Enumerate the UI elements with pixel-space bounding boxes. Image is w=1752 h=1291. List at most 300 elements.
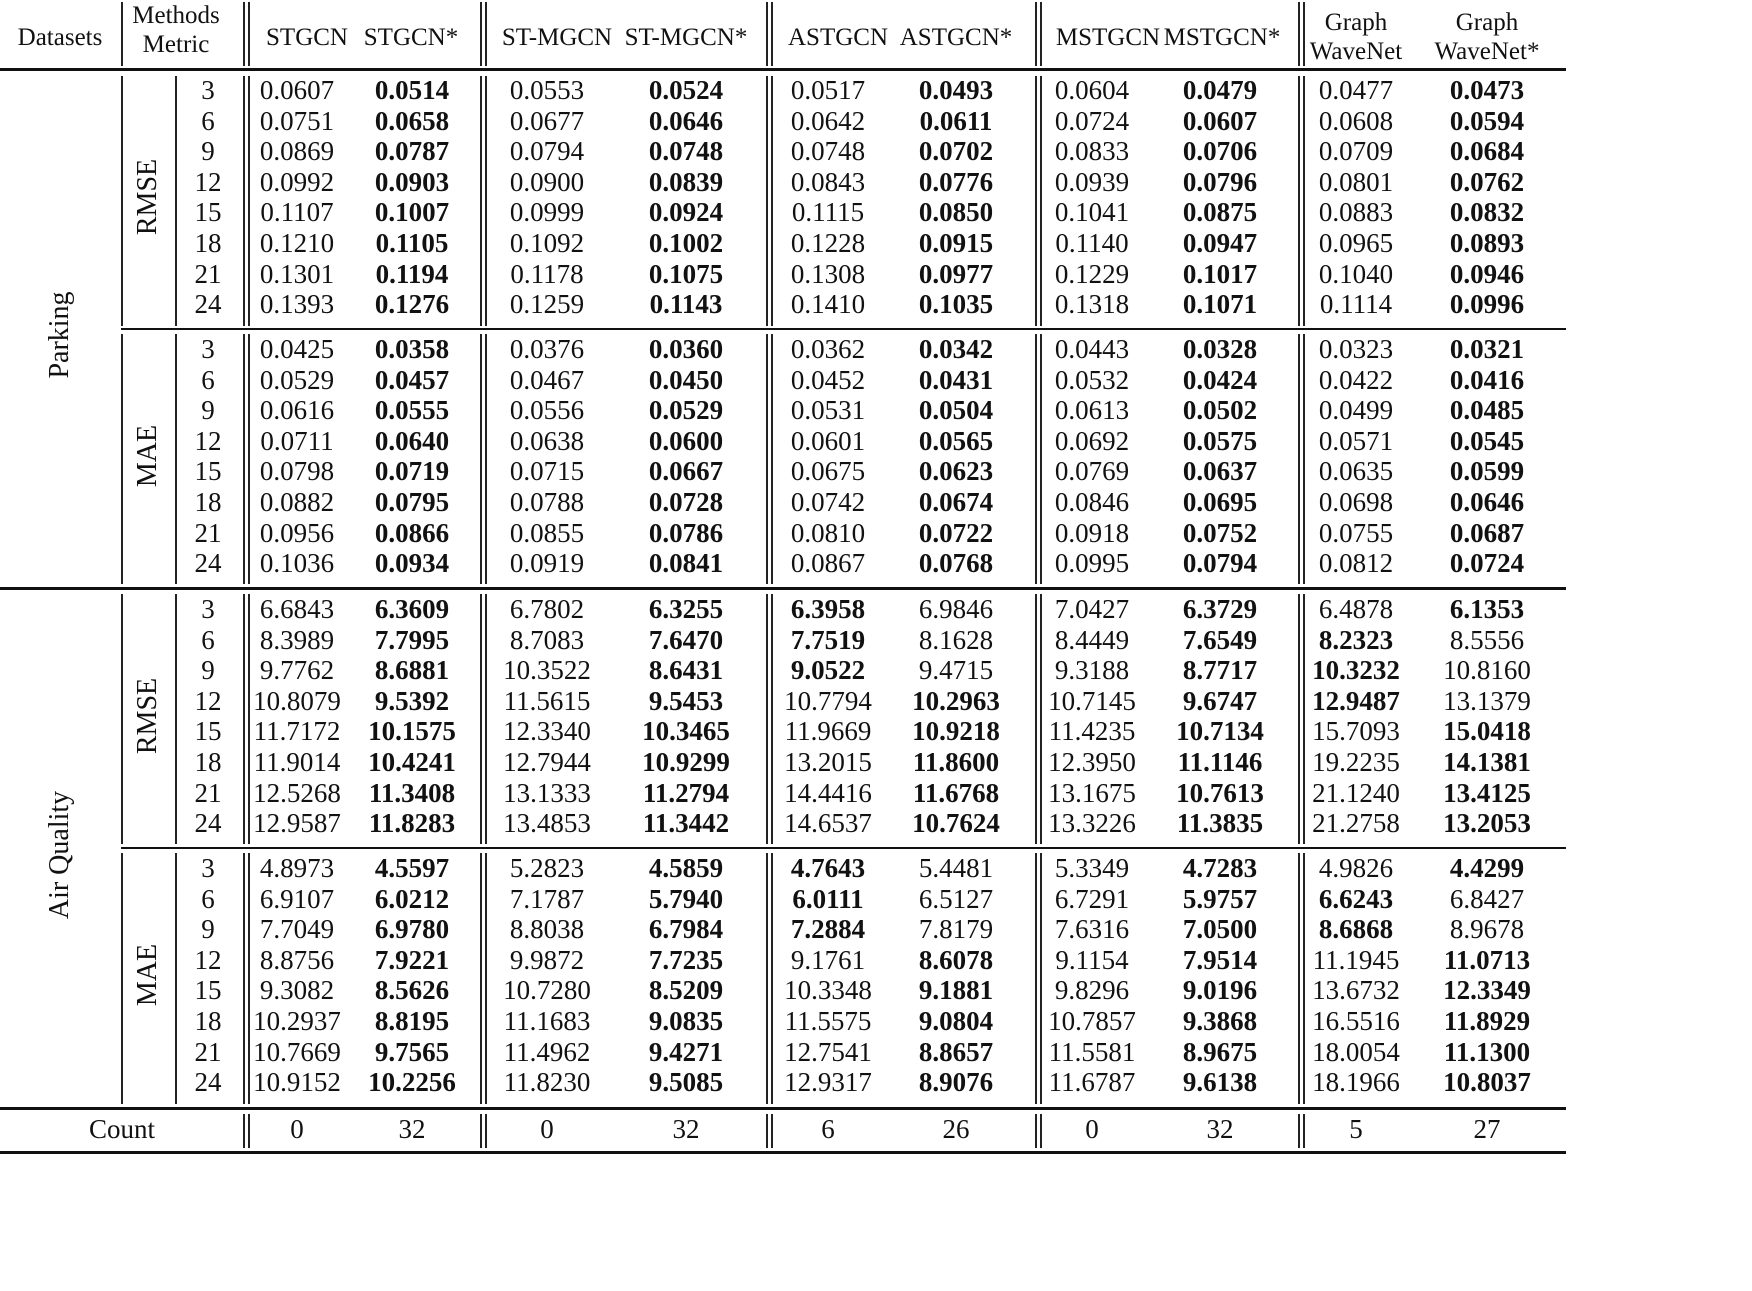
value-cell: 0.0642 xyxy=(790,105,866,136)
header-double-line xyxy=(480,2,482,66)
value-cell: 6.9846 xyxy=(918,594,994,624)
value-cell: 9.0804 xyxy=(918,1006,994,1036)
horizon-cell: 21 xyxy=(194,777,222,808)
group-double-line xyxy=(1298,334,1300,584)
value-cell: 0.0532 xyxy=(1054,364,1130,395)
value-cell: 11.9014 xyxy=(253,747,341,777)
value-cell: 0.1036 xyxy=(259,548,335,579)
value-cell: 0.0883 xyxy=(1318,197,1394,228)
header-double-line xyxy=(1040,2,1042,66)
value-cell: 6.5127 xyxy=(918,883,994,914)
value-cell: 7.9221 xyxy=(374,944,450,975)
value-cell: 0.0788 xyxy=(509,487,585,517)
value-cell: 0.0833 xyxy=(1054,136,1130,167)
value-cell: 0.0893 xyxy=(1449,228,1525,258)
horizon-cell: 3 xyxy=(201,853,215,883)
value-cell: 11.3835 xyxy=(1176,808,1264,839)
horizon-cell: 15 xyxy=(194,975,222,1006)
value-cell: 10.7134 xyxy=(1176,716,1264,747)
value-cell: 0.0601 xyxy=(790,425,866,456)
value-cell: 0.0869 xyxy=(259,136,335,167)
value-cell: 13.2015 xyxy=(784,747,872,777)
header-star: ASTGCN* xyxy=(899,24,1013,51)
horizon-cell: 3 xyxy=(201,75,215,105)
value-cell: 10.2937 xyxy=(253,1006,341,1036)
value-cell: 6.4878 xyxy=(1318,594,1394,624)
value-cell: 7.6470 xyxy=(648,624,724,655)
value-cell: 4.4299 xyxy=(1449,853,1525,883)
value-cell: 9.9872 xyxy=(509,944,585,975)
value-cell: 0.0684 xyxy=(1449,136,1525,167)
count-cell: 26 xyxy=(942,1114,970,1144)
horizon-cell: 12 xyxy=(194,944,222,975)
value-cell: 0.0798 xyxy=(259,456,335,487)
value-cell: 12.3349 xyxy=(1443,975,1531,1006)
count-cell: 6 xyxy=(821,1114,835,1144)
header-base-line2: WaveNet xyxy=(1309,38,1403,65)
value-cell: 0.0939 xyxy=(1054,166,1130,197)
value-cell: 0.1035 xyxy=(918,289,994,320)
value-cell: 9.6138 xyxy=(1182,1067,1258,1098)
value-cell: 0.0658 xyxy=(374,105,450,136)
value-cell: 13.6732 xyxy=(1312,975,1400,1006)
value-cell: 0.0762 xyxy=(1449,166,1525,197)
value-cell: 10.3348 xyxy=(784,975,872,1006)
value-cell: 21.1240 xyxy=(1312,777,1400,808)
value-cell: 0.0504 xyxy=(918,395,994,426)
value-cell: 0.0556 xyxy=(509,395,585,426)
value-cell: 0.0571 xyxy=(1318,425,1394,456)
value-cell: 0.0422 xyxy=(1318,364,1394,395)
value-cell: 0.1194 xyxy=(375,258,449,289)
value-cell: 6.7802 xyxy=(509,594,585,624)
value-cell: 0.1301 xyxy=(259,258,335,289)
value-cell: 0.0715 xyxy=(509,456,585,487)
value-cell: 11.5575 xyxy=(784,1006,872,1036)
group-double-line xyxy=(485,853,487,1104)
value-cell: 0.0604 xyxy=(1054,75,1130,105)
horizon-cell: 6 xyxy=(201,624,215,655)
value-cell: 0.1114 xyxy=(1319,289,1393,320)
value-cell: 0.0502 xyxy=(1182,395,1258,426)
value-cell: 5.3349 xyxy=(1054,853,1130,883)
group-double-line xyxy=(248,334,250,584)
group-double-line xyxy=(766,853,768,1104)
value-cell: 0.0450 xyxy=(648,364,724,395)
group-double-line xyxy=(771,594,773,844)
metric-label-mae: MAE xyxy=(132,424,163,488)
value-cell: 0.0457 xyxy=(374,364,450,395)
value-cell: 10.7624 xyxy=(912,808,1000,839)
value-cell: 0.0801 xyxy=(1318,166,1394,197)
horizon-divider xyxy=(175,76,177,326)
value-cell: 10.7280 xyxy=(503,975,591,1006)
count-double-line xyxy=(243,1114,245,1148)
value-cell: 6.3255 xyxy=(648,594,724,624)
value-cell: 6.6843 xyxy=(259,594,335,624)
horizon-cell: 9 xyxy=(201,655,215,686)
value-cell: 7.9514 xyxy=(1182,944,1258,975)
value-cell: 0.0452 xyxy=(790,364,866,395)
value-cell: 6.9107 xyxy=(259,883,335,914)
value-cell: 5.9757 xyxy=(1182,883,1258,914)
value-cell: 0.0416 xyxy=(1449,364,1525,395)
value-cell: 0.0769 xyxy=(1054,456,1130,487)
value-cell: 12.9587 xyxy=(253,808,341,839)
value-cell: 0.0996 xyxy=(1449,289,1525,320)
value-cell: 0.0724 xyxy=(1054,105,1130,136)
value-cell: 10.8160 xyxy=(1443,655,1531,686)
value-cell: 8.6881 xyxy=(374,655,450,686)
value-cell: 7.6549 xyxy=(1182,624,1258,655)
header-double-line xyxy=(766,2,768,66)
value-cell: 8.6078 xyxy=(918,944,994,975)
horizon-cell: 21 xyxy=(194,258,222,289)
value-cell: 0.0443 xyxy=(1054,334,1130,364)
value-cell: 0.0545 xyxy=(1449,425,1525,456)
group-double-line xyxy=(485,334,487,584)
value-cell: 4.7283 xyxy=(1182,853,1258,883)
value-cell: 0.0843 xyxy=(790,166,866,197)
value-cell: 0.0323 xyxy=(1318,334,1394,364)
value-cell: 0.0719 xyxy=(374,456,450,487)
group-double-line xyxy=(1035,334,1037,584)
group-double-line xyxy=(766,594,768,844)
horizon-cell: 6 xyxy=(201,105,215,136)
value-cell: 9.6747 xyxy=(1182,685,1258,716)
horizon-cell: 15 xyxy=(194,716,222,747)
horizon-cell: 21 xyxy=(194,517,222,548)
value-cell: 0.0850 xyxy=(918,197,994,228)
dataset-label-airquality: Air Quality xyxy=(44,790,75,920)
value-cell: 0.0493 xyxy=(918,75,994,105)
group-double-line xyxy=(1035,853,1037,1104)
horizon-cell: 12 xyxy=(194,425,222,456)
value-cell: 10.3465 xyxy=(642,716,730,747)
count-double-line xyxy=(1035,1114,1037,1148)
group-double-line xyxy=(1303,334,1305,584)
value-cell: 0.0956 xyxy=(259,517,335,548)
value-cell: 8.5209 xyxy=(648,975,724,1006)
header-double-line xyxy=(248,2,250,66)
value-cell: 0.0687 xyxy=(1449,517,1525,548)
value-cell: 0.0514 xyxy=(374,75,450,105)
value-cell: 0.0692 xyxy=(1054,425,1130,456)
value-cell: 0.0499 xyxy=(1318,395,1394,426)
value-cell: 8.2323 xyxy=(1318,624,1394,655)
value-cell: 0.0841 xyxy=(648,548,724,579)
horizon-cell: 21 xyxy=(194,1036,222,1067)
value-cell: 9.1881 xyxy=(918,975,994,1006)
group-double-line xyxy=(243,594,245,844)
value-cell: 0.0616 xyxy=(259,395,335,426)
section-rule xyxy=(0,587,1566,590)
value-cell: 0.0637 xyxy=(1182,456,1258,487)
value-cell: 8.9076 xyxy=(918,1067,994,1098)
value-cell: 9.4715 xyxy=(918,655,994,686)
value-cell: 10.1575 xyxy=(368,716,456,747)
value-cell: 0.0611 xyxy=(919,105,993,136)
value-cell: 11.8600 xyxy=(912,747,1000,777)
value-cell: 0.0555 xyxy=(374,395,450,426)
value-cell: 0.0467 xyxy=(509,364,585,395)
value-cell: 10.3232 xyxy=(1312,655,1400,686)
header-double-line xyxy=(1035,2,1037,66)
value-cell: 7.8179 xyxy=(918,914,994,945)
header-divider xyxy=(121,2,123,66)
value-cell: 10.9299 xyxy=(642,747,730,777)
value-cell: 0.1259 xyxy=(509,289,585,320)
value-cell: 12.9317 xyxy=(784,1067,872,1098)
value-cell: 7.7049 xyxy=(259,914,335,945)
value-cell: 0.0706 xyxy=(1182,136,1258,167)
header-star-line1: Graph xyxy=(1455,9,1519,36)
count-cell: 32 xyxy=(398,1114,426,1144)
header-methods: Methods xyxy=(132,2,220,29)
horizon-divider xyxy=(175,334,177,584)
value-cell: 13.2053 xyxy=(1443,808,1531,839)
group-double-line xyxy=(1303,853,1305,1104)
horizon-cell: 6 xyxy=(201,364,215,395)
group-double-line xyxy=(243,334,245,584)
count-double-line xyxy=(485,1114,487,1148)
metric-label-rmse: RMSE xyxy=(132,158,163,236)
horizon-cell: 12 xyxy=(194,685,222,716)
header-metric: Metric xyxy=(142,31,210,58)
value-cell: 8.6868 xyxy=(1318,914,1394,945)
value-cell: 0.0855 xyxy=(509,517,585,548)
header-double-line xyxy=(485,2,487,66)
value-cell: 0.0376 xyxy=(509,334,585,364)
value-cell: 7.7519 xyxy=(790,624,866,655)
group-double-line xyxy=(243,76,245,326)
value-cell: 0.0431 xyxy=(918,364,994,395)
value-cell: 0.0992 xyxy=(259,166,335,197)
value-cell: 8.6431 xyxy=(648,655,724,686)
value-cell: 0.0795 xyxy=(374,487,450,517)
group-double-line xyxy=(480,334,482,584)
value-cell: 0.0875 xyxy=(1182,197,1258,228)
value-cell: 9.1154 xyxy=(1055,944,1129,975)
horizon-cell: 6 xyxy=(201,883,215,914)
value-cell: 0.1105 xyxy=(375,228,449,258)
group-double-line xyxy=(485,76,487,326)
value-cell: 0.0529 xyxy=(259,364,335,395)
value-cell: 12.7944 xyxy=(503,747,591,777)
value-cell: 0.0882 xyxy=(259,487,335,517)
value-cell: 0.0635 xyxy=(1318,456,1394,487)
group-double-line xyxy=(771,76,773,326)
horizon-cell: 12 xyxy=(194,166,222,197)
value-cell: 0.0667 xyxy=(648,456,724,487)
value-cell: 0.0751 xyxy=(259,105,335,136)
value-cell: 11.3442 xyxy=(642,808,730,839)
value-cell: 0.0695 xyxy=(1182,487,1258,517)
horizon-cell: 24 xyxy=(194,289,222,320)
group-double-line xyxy=(771,334,773,584)
value-cell: 9.8296 xyxy=(1054,975,1130,1006)
value-cell: 0.0918 xyxy=(1054,517,1130,548)
value-cell: 6.6243 xyxy=(1318,883,1394,914)
value-cell: 11.1945 xyxy=(1312,944,1400,975)
value-cell: 10.2963 xyxy=(912,685,1000,716)
value-cell: 0.0565 xyxy=(918,425,994,456)
value-cell: 0.1092 xyxy=(509,228,585,258)
value-cell: 0.1075 xyxy=(648,258,724,289)
group-double-line xyxy=(248,76,250,326)
value-cell: 0.1210 xyxy=(259,228,335,258)
value-cell: 0.0794 xyxy=(1182,548,1258,579)
count-double-line xyxy=(771,1114,773,1148)
value-cell: 0.0919 xyxy=(509,548,585,579)
value-cell: 0.0358 xyxy=(374,334,450,364)
group-double-line xyxy=(1303,76,1305,326)
value-cell: 0.0768 xyxy=(918,548,994,579)
value-cell: 11.4962 xyxy=(503,1036,591,1067)
value-cell: 7.0500 xyxy=(1182,914,1258,945)
value-cell: 13.1379 xyxy=(1443,685,1531,716)
header-base: MSTGCN xyxy=(1055,24,1161,51)
value-cell: 0.0342 xyxy=(918,334,994,364)
count-cell: 0 xyxy=(540,1114,554,1144)
value-cell: 0.1228 xyxy=(790,228,866,258)
value-cell: 9.0196 xyxy=(1182,975,1258,1006)
value-cell: 10.7669 xyxy=(253,1036,341,1067)
group-double-line xyxy=(1303,594,1305,844)
header-double-line xyxy=(1298,2,1300,66)
value-cell: 0.0786 xyxy=(648,517,724,548)
value-cell: 0.0832 xyxy=(1449,197,1525,228)
value-cell: 11.6787 xyxy=(1048,1067,1136,1098)
group-double-line xyxy=(480,853,482,1104)
value-cell: 11.1146 xyxy=(1177,747,1263,777)
header-base: STGCN xyxy=(266,24,348,51)
count-double-line xyxy=(1040,1114,1042,1148)
value-cell: 0.0613 xyxy=(1054,395,1130,426)
value-cell: 10.7857 xyxy=(1048,1006,1136,1036)
value-cell: 6.0111 xyxy=(792,883,864,914)
value-cell: 0.0675 xyxy=(790,456,866,487)
horizon-divider xyxy=(175,594,177,844)
value-cell: 14.4416 xyxy=(784,777,872,808)
value-cell: 10.7145 xyxy=(1048,685,1136,716)
value-cell: 21.2758 xyxy=(1312,808,1400,839)
value-cell: 14.1381 xyxy=(1443,747,1531,777)
value-cell: 8.5556 xyxy=(1449,624,1525,655)
value-cell: 6.3958 xyxy=(790,594,866,624)
horizon-cell: 15 xyxy=(194,197,222,228)
value-cell: 0.0608 xyxy=(1318,105,1394,136)
value-cell: 0.0755 xyxy=(1318,517,1394,548)
header-base-line1: Graph xyxy=(1324,9,1388,36)
value-cell: 0.0810 xyxy=(790,517,866,548)
value-cell: 10.9152 xyxy=(253,1067,341,1098)
group-double-line xyxy=(1040,76,1042,326)
metric-label-rmse: RMSE xyxy=(132,677,163,755)
value-cell: 0.1007 xyxy=(374,197,450,228)
horizon-cell: 9 xyxy=(201,395,215,426)
count-double-line xyxy=(1298,1114,1300,1148)
value-cell: 0.0599 xyxy=(1449,456,1525,487)
value-cell: 0.1229 xyxy=(1054,258,1130,289)
value-cell: 4.8973 xyxy=(259,853,335,883)
value-cell: 7.0427 xyxy=(1054,594,1130,624)
value-cell: 0.0677 xyxy=(509,105,585,136)
value-cell: 0.0900 xyxy=(509,166,585,197)
value-cell: 11.7172 xyxy=(253,716,341,747)
value-cell: 11.8230 xyxy=(503,1067,591,1098)
value-cell: 8.8657 xyxy=(918,1036,994,1067)
value-cell: 0.0728 xyxy=(648,487,724,517)
value-cell: 0.1040 xyxy=(1318,258,1394,289)
horizon-cell: 18 xyxy=(194,1006,222,1036)
value-cell: 0.0748 xyxy=(648,136,724,167)
value-cell: 5.7940 xyxy=(648,883,724,914)
group-double-line xyxy=(766,76,768,326)
value-cell: 0.0915 xyxy=(918,228,994,258)
value-cell: 11.0713 xyxy=(1443,944,1531,975)
value-cell: 7.7995 xyxy=(374,624,450,655)
value-cell: 0.0711 xyxy=(260,425,334,456)
value-cell: 0.0794 xyxy=(509,136,585,167)
value-cell: 0.0646 xyxy=(648,105,724,136)
value-cell: 0.0531 xyxy=(790,395,866,426)
value-cell: 11.6768 xyxy=(912,777,1000,808)
value-cell: 0.0724 xyxy=(1449,548,1525,579)
value-cell: 11.8283 xyxy=(368,808,456,839)
value-cell: 11.1683 xyxy=(503,1006,591,1036)
group-double-line xyxy=(1298,594,1300,844)
header-double-line xyxy=(243,2,245,66)
value-cell: 11.9669 xyxy=(784,716,872,747)
metric-divider xyxy=(121,594,123,844)
count-top-rule xyxy=(0,1107,1566,1110)
value-cell: 0.0529 xyxy=(648,395,724,426)
value-cell: 8.8038 xyxy=(509,914,585,945)
value-cell: 0.1393 xyxy=(259,289,335,320)
value-cell: 13.3226 xyxy=(1048,808,1136,839)
value-cell: 0.0479 xyxy=(1182,75,1258,105)
value-cell: 6.7291 xyxy=(1054,883,1130,914)
count-cell: 5 xyxy=(1349,1114,1363,1144)
horizon-cell: 3 xyxy=(201,594,215,624)
value-cell: 0.1308 xyxy=(790,258,866,289)
value-cell: 0.0752 xyxy=(1182,517,1258,548)
value-cell: 7.2884 xyxy=(790,914,866,945)
value-cell: 9.1761 xyxy=(790,944,866,975)
count-double-line xyxy=(480,1114,482,1148)
value-cell: 8.8756 xyxy=(259,944,335,975)
value-cell: 0.0748 xyxy=(790,136,866,167)
value-cell: 8.4449 xyxy=(1054,624,1130,655)
value-cell: 0.1143 xyxy=(649,289,723,320)
group-double-line xyxy=(771,853,773,1104)
value-cell: 0.0607 xyxy=(1182,105,1258,136)
value-cell: 0.0787 xyxy=(374,136,450,167)
header-base: ASTGCN xyxy=(787,24,889,51)
value-cell: 9.5453 xyxy=(648,685,724,716)
header-base: ST-MGCN xyxy=(501,24,613,51)
value-cell: 13.4125 xyxy=(1443,777,1531,808)
value-cell: 0.0328 xyxy=(1182,334,1258,364)
header-datasets: Datasets xyxy=(17,24,103,51)
value-cell: 9.3188 xyxy=(1054,655,1130,686)
metric-divider xyxy=(121,76,123,326)
value-cell: 0.0742 xyxy=(790,487,866,517)
value-cell: 10.4241 xyxy=(368,747,456,777)
header-star-line2: WaveNet* xyxy=(1434,38,1540,65)
group-double-line xyxy=(1035,594,1037,844)
